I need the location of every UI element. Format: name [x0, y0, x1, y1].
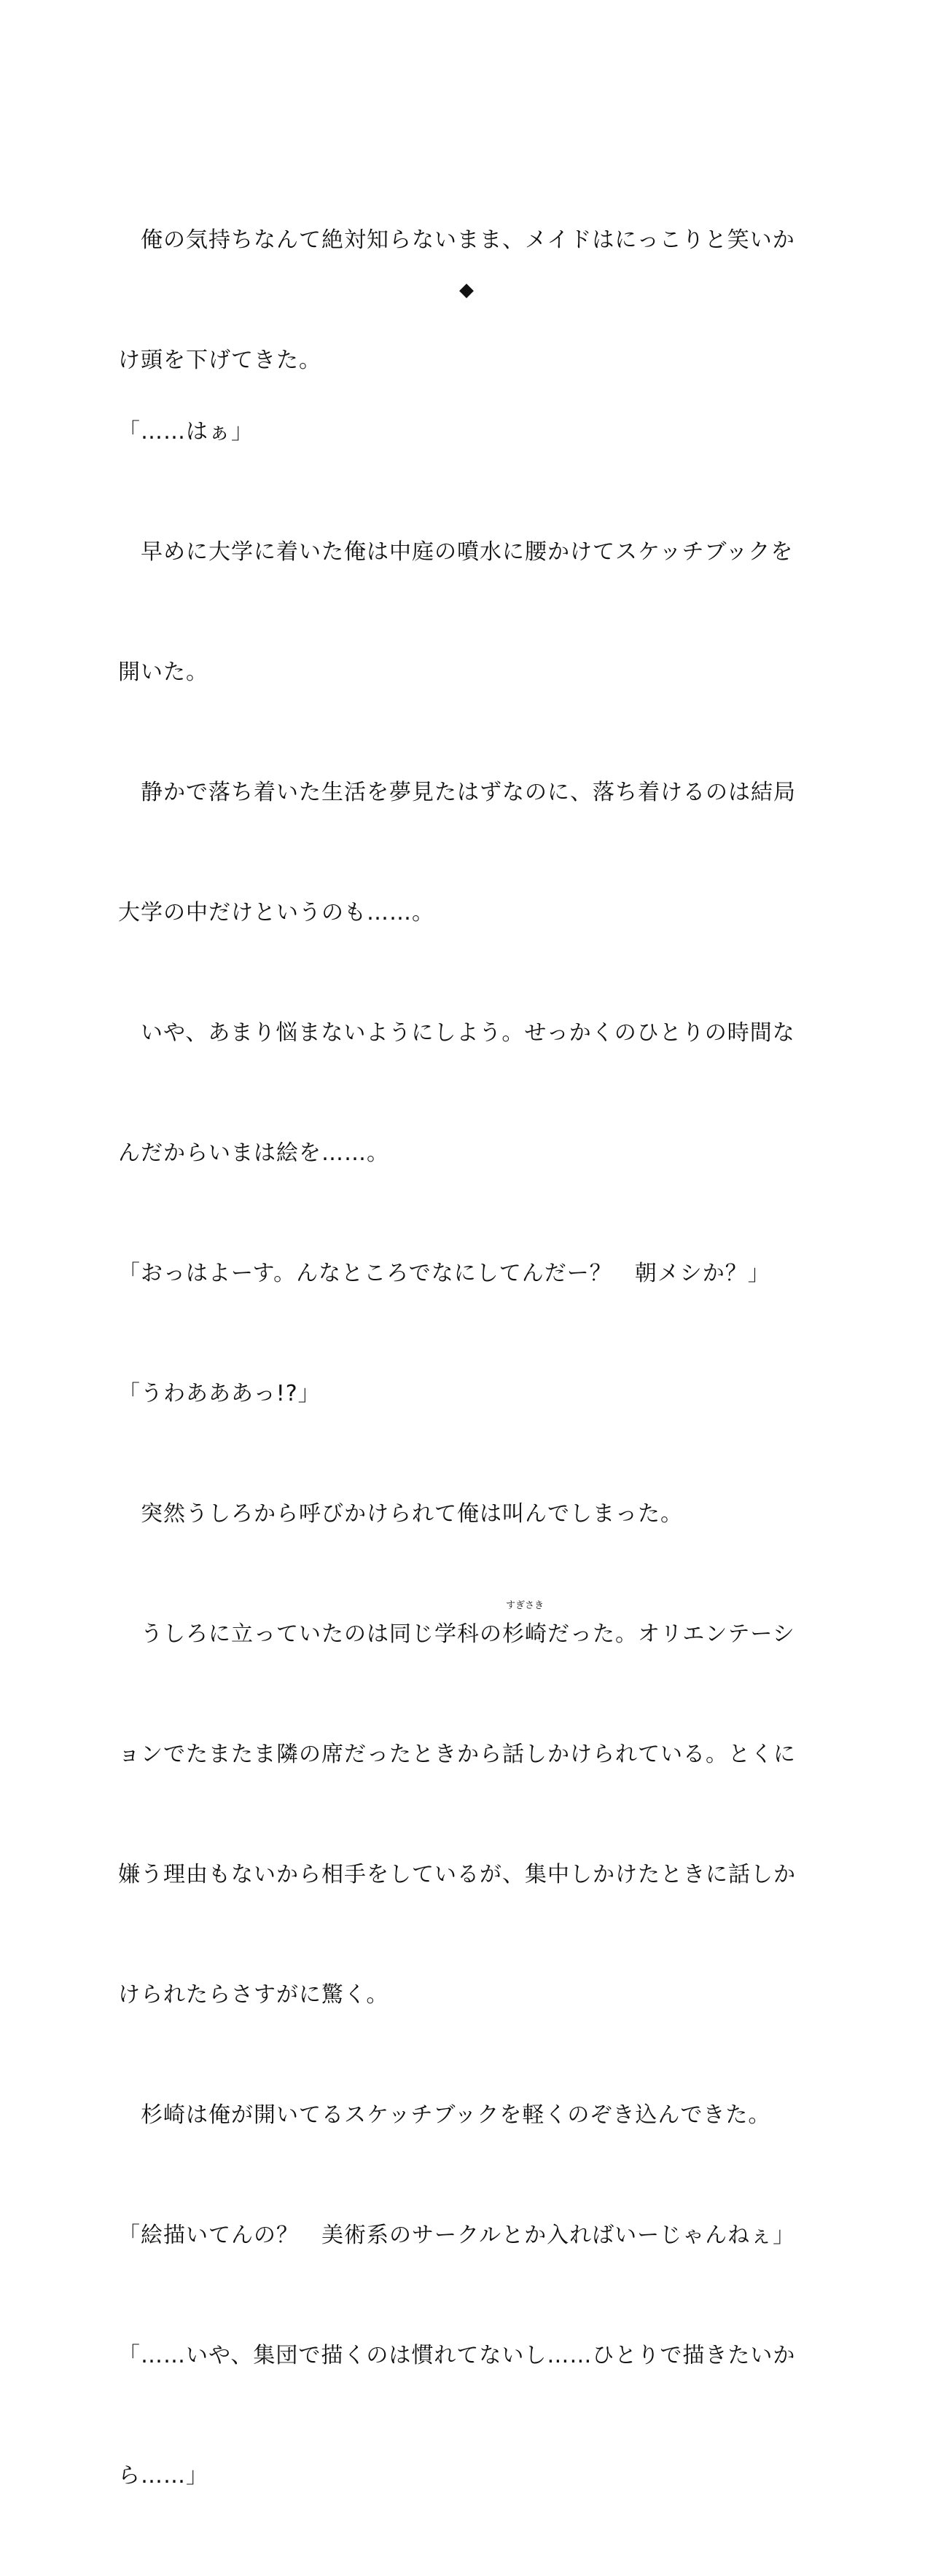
- dialogue-line: 「絵描いてんの？ 美術系のサークルとか入ればいーじゃんねぇ」: [118, 2223, 796, 2248]
- narration-line: 静かで落ち着いた生活を夢見たはずなのに、落ち着けるのは結局: [118, 780, 796, 805]
- name-kanji: 杉崎: [502, 1621, 547, 1647]
- text-line: け頭を下げてきた。: [118, 348, 321, 373]
- narration-line: 嫌う理由もないから相手をしているが、集中しかけたときに話しか: [118, 1862, 796, 1887]
- text-segment: だった。オリエンテーシ: [547, 1621, 795, 1647]
- text-segment: うしろに立っていたのは同じ学科の: [118, 1621, 502, 1647]
- dialogue-line: ら……」: [118, 2463, 208, 2489]
- narration-line: けられたらさすがに驚く。: [118, 1982, 389, 2008]
- dialogue-line: 「……はぁ」: [118, 419, 254, 445]
- character-name-sugisaki: [502, 1600, 547, 1654]
- furigana: すぎさき: [505, 1600, 544, 1611]
- text-line: 俺の気持ちなんて絶対知らないまま、メイドはにっこりと笑いか: [118, 227, 795, 253]
- scene-body: [118, 332, 818, 2576]
- narration-line-with-ruby: [118, 1600, 818, 1654]
- dialogue-line: 「おっはよーす。んなところでなにしてんだー？ 朝メシか？」: [118, 1261, 770, 1286]
- narration-line: ョンでたまたま隣の席だったときから話しかけられている。とくに: [118, 1742, 796, 1767]
- scene-break-diamond: ◆: [459, 279, 474, 301]
- dialogue-line: 「うわあああっ!?」: [118, 1381, 321, 1406]
- narration-line: 開いた。: [118, 659, 208, 685]
- narration-line: いや、あまり悩まないようにしよう。せっかくのひとりの時間な: [118, 1020, 795, 1046]
- dialogue-line: 「……いや、集団で描くのは慣れてないし……ひとりで描きたいか: [118, 2343, 796, 2368]
- narration-line: んだからいまは絵を……。: [118, 1140, 389, 1166]
- narration-line: 早めに大学に着いた俺は中庭の噴水に腰かけてスケッチブックを: [118, 539, 794, 565]
- narration-line: 杉崎は俺が開いてるスケッチブックを軽くのぞき込んできた。: [118, 2102, 771, 2128]
- narration-line: 大学の中だけというのも……。: [118, 900, 434, 925]
- narration-line: 突然うしろから呼びかけられて俺は叫んでしまった。: [118, 1501, 683, 1527]
